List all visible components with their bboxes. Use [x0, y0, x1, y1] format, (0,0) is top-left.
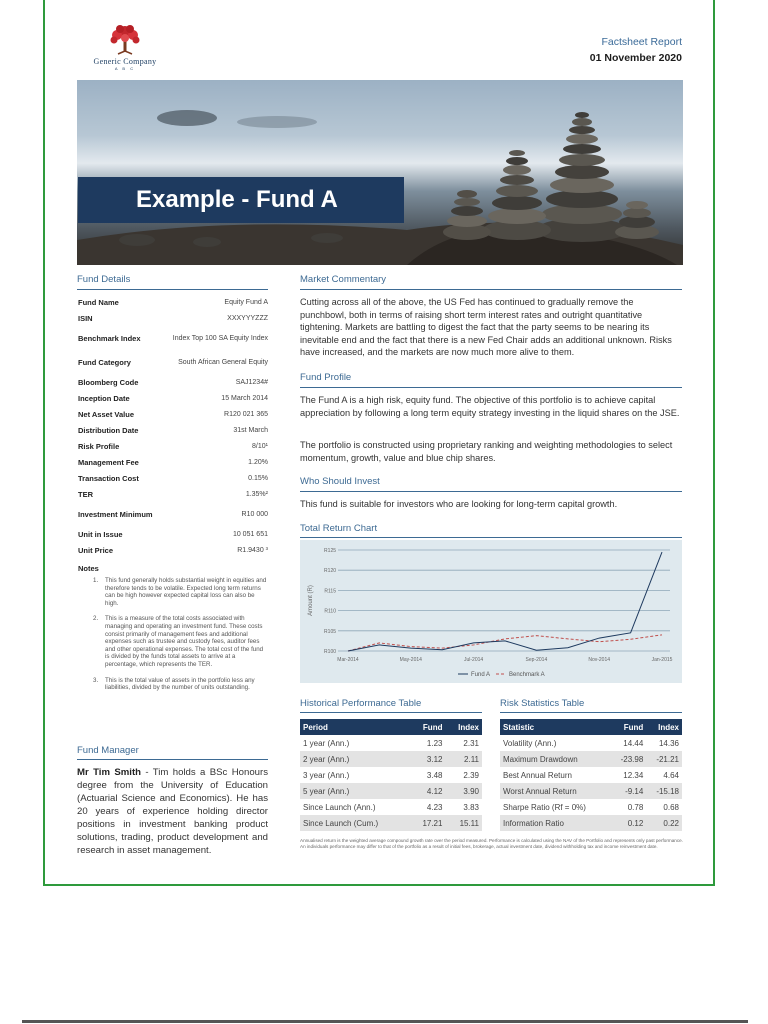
historical-performance-cell: 15.11: [445, 815, 482, 831]
risk-statistics-header-cell: Index: [646, 719, 682, 735]
chart-series-line-benchmark-a: [348, 635, 662, 651]
fund-detail-row: [78, 390, 268, 406]
fund-detail-value: Index Top 100 SA Equity Index: [172, 334, 268, 342]
risk-statistics-cell: Volatility (Ann.): [503, 738, 557, 748]
chart-series-line-fund-a: [348, 552, 662, 651]
page-bottom-rule: [22, 1020, 748, 1023]
fund-profile-p1: The Fund A is a high risk, equity fund. The objective of this portfolio is to achieve capital appreciation by following a long term equity strategy investing in the liquid shares on the JSE.: [300, 395, 680, 418]
historical-performance-cell: Since Launch (Ann.): [303, 802, 376, 812]
risk-statistics-row: [500, 767, 682, 783]
total-return-chart-rule: [300, 537, 682, 538]
fund-detail-key: Investment Minimum: [78, 509, 153, 519]
report-header: [590, 36, 682, 64]
fund-detail-key: Bloomberg Code: [78, 377, 139, 387]
historical-performance-header-cell: Fund: [410, 719, 445, 735]
fund-manager-heading: Fund Manager: [77, 745, 139, 756]
company-logo: [82, 24, 168, 71]
fund-title: Example - Fund A: [136, 186, 338, 213]
chart-y-axis-label: Amount (R): [308, 585, 314, 616]
company-name: Generic Company: [93, 57, 157, 66]
risk-statistics-cell: -9.14: [611, 783, 647, 799]
note-number: 1.: [93, 577, 99, 584]
fund-detail-value: SAJ1234#: [235, 378, 268, 386]
chart-legend-label: Benchmark A: [509, 672, 545, 678]
fund-detail-row: [78, 374, 268, 390]
fund-detail-value: XXXYYYZZZ: [227, 314, 268, 322]
fund-detail-row: [78, 422, 268, 438]
historical-performance-row: [300, 751, 482, 767]
chart-x-tick-label: Jul-2014: [464, 657, 484, 663]
disclaimer: Annualised return is the weighted average compound growth rate over the period measured. Performance is calculated using the NAV of the Portfolio and represents only past performance. An individuals performance may differ to that of the portfolio as a result of initial fees, brokerage, actual investment date, dividend withholding tax and income reinvestment date.: [300, 838, 683, 849]
risk-statistics-cell: Worst Annual Return: [500, 783, 611, 799]
fund-detail-value: 10 051 651: [232, 530, 268, 538]
risk-statistics-rule: [500, 712, 682, 713]
risk-statistics-cell: 14.36: [658, 738, 679, 748]
fund-detail-row: [78, 294, 268, 310]
fund-detail-key: Inception Date: [78, 393, 130, 403]
risk-statistics-header-cell: Fund: [611, 719, 647, 735]
fund-detail-value: R10 000: [241, 510, 268, 518]
historical-performance-heading: Historical Performance Table: [300, 698, 422, 709]
who-should-invest-text: This fund is suitable for investors who are looking for long-term capital growth.: [300, 499, 618, 509]
historical-performance-row: [300, 767, 482, 783]
notes-list: [93, 577, 269, 700]
risk-statistics-heading: Risk Statistics Table: [500, 698, 585, 709]
risk-statistics-row: [500, 815, 682, 831]
risk-statistics-row: [500, 799, 682, 815]
note-text: This is a measure of the total costs associated with managing and operating an investment fund. These costs consist primarily of management fees and additional expenses such as trustee and custody fees, auditor fees and other operational expenses. The total cost of the fund is divided by the funds total assets to arrive at a percentage, which represents the TER.: [105, 615, 264, 668]
fund-detail-row: [78, 486, 268, 502]
chart-x-tick-label: Nov-2014: [588, 657, 611, 663]
chart-x-tick-label: Sep-2014: [525, 657, 548, 663]
fund-detail-row: [78, 310, 268, 326]
chart-x-tick-label: Mar-2014: [337, 657, 359, 663]
fund-detail-row: [78, 470, 268, 486]
fund-manager-rule: [77, 759, 268, 760]
tree-icon: [105, 24, 145, 56]
fund-detail-row: [78, 326, 268, 350]
note-text: This fund generally holds substantial weight in equities and therefore tends to be volatile. Expected long term returns can be high however expected capital loss can also be high.: [105, 577, 267, 607]
chart-y-tick-label: R105: [324, 628, 336, 635]
report-type: Factsheet Report: [601, 36, 682, 48]
risk-statistics-row: [500, 783, 682, 799]
fund-detail-key: Distribution Date: [78, 425, 139, 435]
note-number: 2.: [93, 615, 99, 623]
chart-y-tick-label: R125: [324, 548, 336, 554]
fund-detail-value: Equity Fund A: [224, 298, 268, 306]
risk-statistics-cell: 0.22: [646, 815, 682, 831]
historical-performance-cell: 3.48: [426, 770, 443, 780]
risk-statistics-cell: Maximum Drawdown: [500, 751, 611, 767]
risk-statistics-cell: Best Annual Return: [503, 770, 572, 780]
fund-detail-key: Risk Profile: [78, 441, 120, 451]
historical-performance-cell: 2.39: [463, 770, 479, 780]
chart-y-tick-label: R115: [324, 588, 336, 595]
market-commentary-rule: [300, 289, 682, 290]
chart-y-tick-label: R100: [324, 649, 336, 655]
fund-detail-key: Fund Name: [78, 297, 119, 307]
fund-detail-row: [78, 350, 268, 374]
risk-statistics-row: [500, 751, 682, 767]
historical-performance-cell: 4.12: [410, 783, 445, 799]
fund-detail-key: TER: [78, 489, 93, 499]
fund-detail-key: Unit Price: [78, 545, 114, 555]
historical-performance-row: [300, 735, 482, 751]
historical-performance-cell: 4.23: [426, 802, 443, 812]
fund-details-table: [78, 294, 268, 558]
fund-manager-name: Mr Tim Smith: [77, 767, 141, 778]
chart-x-tick-label: May-2014: [399, 657, 422, 663]
chart-y-tick-label: R110: [324, 608, 336, 615]
market-commentary-text: Cutting across all of the above, the US Fed has continued to gradually remove the punchbowl, both in terms of raising short term interest rates and outright quantitative tightening. Markets are battling to digest the fact that the party seems to be nearing its inevitable end and the fact that there is a new Fed Chair adds an additional unknown. Risks have increased, and the markets are now much more alive to them.: [300, 297, 672, 358]
fund-manager-bio: - Tim holds a BSc Honours degree from the University of Education (Actuarial Science and Economics). He has 20 years of experience holding director positions in investment banking product solutions, trading, product development and research in asset management.: [77, 767, 268, 856]
historical-performance-cell: 3 year (Ann.): [303, 770, 350, 780]
fund-detail-value: R120 021 365: [224, 410, 268, 418]
fund-profile-p2: The portfolio is constructed using proprietary ranking and weighting methodologies to select momentum, growth, value and blue chip shares.: [300, 440, 673, 463]
historical-performance-row: [300, 783, 482, 799]
historical-performance-row: [300, 799, 482, 815]
fund-detail-key: Management Fee: [78, 457, 139, 467]
historical-performance-rule: [300, 712, 482, 713]
risk-statistics-cell: Sharpe Ratio (Rf = 0%): [503, 802, 586, 812]
historical-performance-row: [300, 815, 482, 831]
fund-profile-heading: Fund Profile: [300, 372, 352, 383]
total-return-chart-svg: [300, 540, 682, 683]
risk-statistics-cell: 4.64: [663, 770, 679, 780]
fund-detail-value: 31st March: [233, 426, 268, 434]
historical-performance-cell: 1 year (Ann.): [303, 738, 350, 748]
fund-title-box: [78, 177, 404, 223]
historical-performance-cell: 2.31: [463, 738, 479, 748]
risk-statistics-cell: -21.21: [646, 751, 682, 767]
risk-statistics-cell: 12.34: [623, 770, 644, 780]
risk-statistics-header-cell: Statistic: [500, 719, 611, 735]
historical-performance-cell: 3.83: [463, 802, 479, 812]
fund-detail-row: [78, 542, 268, 558]
risk-statistics-cell: 0.68: [663, 802, 679, 812]
risk-statistics-cell: -23.98: [611, 751, 647, 767]
fund-detail-key: Net Asset Value: [78, 409, 134, 419]
historical-performance-cell: 3.90: [445, 783, 482, 799]
note-text: This is the total value of assets in the portfolio less any liabilities, divided by the number of units outstanding.: [105, 676, 255, 692]
total-return-chart-heading: Total Return Chart: [300, 523, 378, 534]
fund-detail-row: [78, 502, 268, 526]
fund-detail-value: R1.9430 ³: [237, 546, 268, 554]
total-return-chart: [300, 540, 682, 683]
note-number: 3.: [93, 676, 99, 684]
risk-statistics-cell: 14.44: [623, 738, 644, 748]
fund-detail-row: [78, 454, 268, 470]
historical-performance-cell: 1.23: [426, 738, 443, 748]
fund-detail-value: 8/10¹: [252, 442, 268, 450]
historical-performance-header-cell: Index: [445, 719, 482, 735]
note-item: [93, 577, 269, 607]
chart-x-tick-label: Jan-2015: [651, 657, 673, 663]
market-commentary-heading: Market Commentary: [300, 274, 387, 285]
risk-statistics-table: [500, 719, 682, 831]
notes-heading: Notes: [78, 564, 99, 573]
report-date: 01 November 2020: [589, 52, 682, 64]
historical-performance-header-cell: Period: [300, 719, 410, 735]
company-sub: A B C: [114, 66, 136, 71]
historical-performance-cell: 5 year (Ann.): [300, 783, 410, 799]
fund-detail-key: Unit in Issue: [78, 529, 123, 539]
fund-manager-bio-block: [77, 766, 268, 857]
historical-performance-cell: 2.11: [445, 751, 482, 767]
who-should-invest-heading: Who Should Invest: [300, 476, 380, 487]
fund-detail-value: 1.20%: [248, 458, 268, 466]
fund-details-rule: [77, 289, 268, 290]
fund-profile-rule: [300, 387, 682, 388]
historical-performance-cell: 3.12: [410, 751, 445, 767]
fund-details-heading: Fund Details: [77, 274, 131, 285]
fund-detail-row: [78, 438, 268, 454]
fund-detail-value: South African General Equity: [178, 358, 268, 366]
chart-y-tick-label: R120: [324, 568, 336, 575]
fund-detail-value: 15 March 2014: [221, 394, 268, 402]
historical-performance-table: [300, 719, 482, 831]
who-should-invest-rule: [300, 491, 682, 492]
fund-detail-row: [78, 406, 268, 422]
fund-detail-key: ISIN: [78, 313, 93, 323]
risk-statistics-cell: 0.12: [611, 815, 647, 831]
note-item: [93, 615, 269, 668]
risk-statistics-cell: Information Ratio: [500, 815, 611, 831]
fund-detail-key: Benchmark Index: [78, 333, 141, 343]
fund-detail-value: 0.15%: [248, 474, 268, 482]
chart-legend-label: Fund A: [471, 672, 491, 678]
fund-detail-row: [78, 526, 268, 542]
note-item: [93, 677, 269, 692]
fund-detail-value: 1.35%²: [245, 490, 268, 498]
fund-detail-key: Transaction Cost: [78, 473, 139, 483]
banner-image: [77, 80, 683, 265]
historical-performance-cell: Since Launch (Cum.): [300, 815, 410, 831]
historical-performance-cell: 2 year (Ann.): [300, 751, 410, 767]
risk-statistics-cell: -15.18: [646, 783, 682, 799]
risk-statistics-cell: 0.78: [627, 802, 644, 812]
fund-detail-key: Fund Category: [78, 357, 131, 367]
risk-statistics-row: [500, 735, 682, 751]
historical-performance-cell: 17.21: [410, 815, 445, 831]
